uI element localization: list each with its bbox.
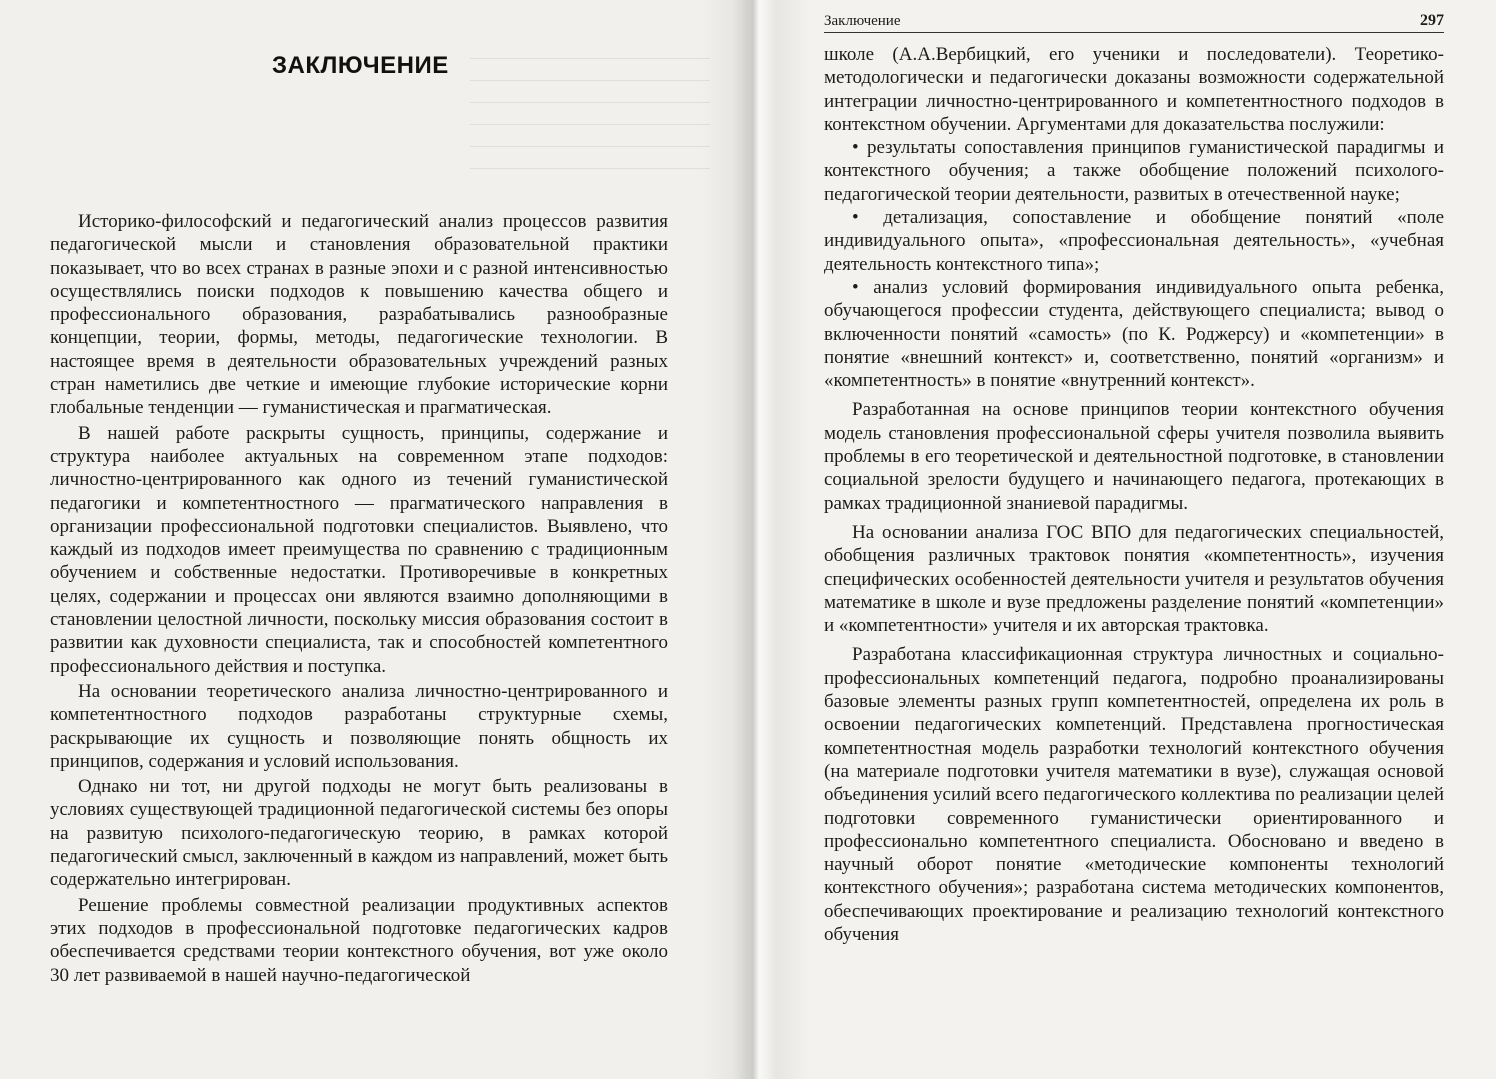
paragraph-continuation: школе (А.А.Вербицкий, его ученики и последователи). Теоретико-методологически и педагогически доказаны возможности содержательной интеграции личностно-центрированного и компетентностного подходов в контекстном обучении. Аргументами для доказательства послужили:: [824, 44, 1444, 135]
paragraph: В нашей работе раскрыты сущность, принципы, содержание и структура наиболее актуальных на современном этапе подходов: личностно-центрированного как одного из течений гуманистической педагогики и компетентностного — прагматического направления в организации профессиональной подготовки специалистов. Выявлено, что каждый из подходов имеет преимущества по сравнению с традиционным обучением и собственные недостатки. Противоречивые в конкретных целях, содержании и процессах они являются взаимно дополняющими в становлении целостной личности, поскольку миссия образования состоит в развитии как духовности специалиста, так и способностей компетентного профессионального действия и поступка.: [50, 422, 668, 677]
paragraph: На основании теоретического анализа личностно-центрированного и компетентностного подходов разработаны структурные схемы, раскрывающие их сущность и позволяющие понять общность их принципов, содержания и условий использования.: [50, 680, 668, 772]
left-page-text: [50, 210, 668, 987]
running-head: [824, 12, 1444, 33]
bullet-item: • детализация, сопоставление и обобщение понятий «поле индивидуального опыта», «профессиональная деятельность», «учебная деятельность контекстного типа»;: [824, 207, 1444, 275]
running-head-title: Заключение: [824, 13, 901, 29]
chapter-heading: ЗАКЛЮЧЕНИЕ: [272, 52, 449, 79]
bullet-item: • результаты сопоставления принципов гуманистической парадигмы и контекстного обучения; а также обобщение положений психолого-педагогической теории деятельности, развитых в отечественной науке;: [824, 137, 1444, 205]
paragraph: Разработанная на основе принципов теории контекстного обучения модель становления профессиональной сферы учителя позволила выявить проблемы в его теоретической и деятельностной подготовке, в становлении социальной зрелости будущего и начинающего педагога, протекающих в рамках традиционной знаниевой парадигмы.: [824, 399, 1444, 514]
page-number: 297: [1420, 12, 1444, 29]
bullet-item: • анализ условий формирования индивидуального опыта ребенка, обучающегося профессии студента, действующего специалиста; вывод о включенности понятий «самость» (по К. Роджерсу) и «компетенции» в понятие «внешний контекст» и, соответственно, понятий «организм» и «компетентность» в понятие «внутренний контекст».: [824, 276, 1444, 392]
paragraph: На основании анализа ГОС ВПО для педагогических специальностей, обобщения различных трактовок понятия «компетентность», изучения специфических особенностей деятельности учителя и результатов обучения математике в школе и вузе предложены разделение понятий «компетенции» и «компетентности» учителя и их авторская трактовка.: [824, 521, 1444, 637]
bleed-through-lines: [470, 58, 710, 190]
right-page: [748, 0, 1496, 1079]
paragraph: Разработана классификационная структура личностных и социально-профессиональных компетенций педагога, подробно проанализированы базовые элементы разных групп компетентностей, определена их роль в освоении педагогических компетенций. Представлена прогностическая компетентностная модель разработки технологий контекстного обучения (на материале подготовки учителя математики в вузе), служащая основой объединения усилий всего педагогического коллектива по реализации целей подготовки современного гуманистически ориентированного и профессионально компетентного специалиста. Обосновано и введено в научный оборот понятие «методические компоненты технологий контекстного обучения»; разработана система методических компонентов, обеспечивающих проектирование и реализацию технологий контекстного обучения: [824, 644, 1444, 945]
paragraph: Однако ни тот, ни другой подходы не могут быть реализованы в условиях существующей традиционной педагогической системы без опоры на развитую психолого-педагогическую теорию, в рамках которой педагогический смысл, заключенный в каждом из направлений, может быть содержательно интегрирован.: [50, 776, 668, 891]
paragraph: Решение проблемы совместной реализации продуктивных аспектов этих подходов в профессиональной подготовке педагогических кадров обеспечивается средствами теории контекстного обучения, вот уже около 30 лет развиваемой в нашей научно-педагогической: [50, 894, 668, 986]
right-page-text: [824, 43, 1444, 946]
paragraph: Историко-философский и педагогический анализ процессов развития педагогической мысли и становления образовательной практики показывает, что во всех странах в разные эпохи и с разной интенсивностью осуществлялись поиски подходов к повышению качества общего и профессионального образования, разрабатывались разнообразные концепции, теории, формы, методы, педагогические технологии. В настоящее время в деятельности образовательных учреждений разных стран наметились две четкие и имеющие глубокие исторические корни глобальные тенденции — гуманистическая и прагматическая.: [50, 211, 668, 419]
